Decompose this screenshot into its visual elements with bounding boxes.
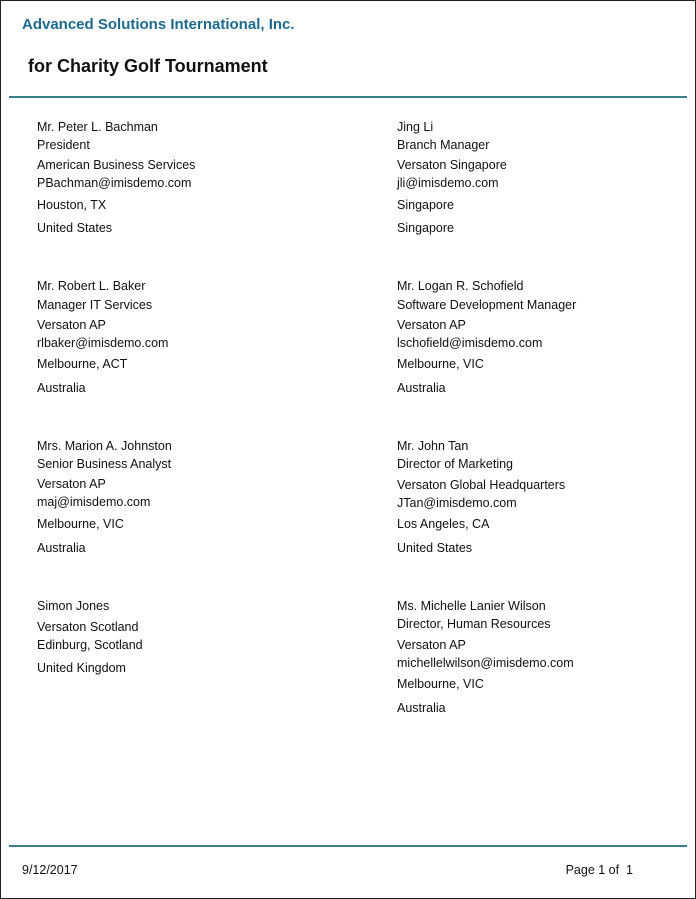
contact-email: maj@imisdemo.com: [37, 495, 151, 509]
contact-company: Versaton Scotland: [37, 620, 139, 634]
contact-name: Mr. Peter L. Bachman: [37, 120, 158, 134]
contact-title: Director of Marketing: [397, 457, 514, 471]
contact-title: President: [37, 138, 90, 152]
page-number: Page 1 of 1: [565, 863, 633, 877]
contact-city: Los Angeles, CA: [397, 517, 490, 531]
contact-email: rlbaker@imisdemo.com: [37, 336, 169, 350]
contact-title: Director, Human Resources: [397, 617, 551, 631]
contact-name: Mr. Logan R. Schofield: [397, 279, 524, 293]
contact-country: Australia: [37, 381, 86, 395]
contact-name: Mr. John Tan: [397, 439, 469, 453]
contact-title: Senior Business Analyst: [37, 457, 172, 471]
contact-country: United States: [397, 541, 473, 555]
contact-city: Melbourne, VIC: [37, 517, 124, 531]
contact-company: Versaton Singapore: [397, 158, 507, 172]
contact-email: JTan@imisdemo.com: [397, 496, 517, 510]
contact-company: Versaton AP: [37, 477, 106, 491]
contact-company: Versaton AP: [397, 318, 466, 332]
contact-country: Singapore: [397, 221, 454, 235]
contact-company: Versaton AP: [37, 318, 106, 332]
organization-name: Advanced Solutions International, Inc.: [22, 16, 295, 33]
contact-country: United States: [37, 221, 113, 235]
contact-company: Versaton AP: [397, 638, 466, 652]
contact-country: Australia: [397, 381, 446, 395]
contact-city: Edinburg, Scotland: [37, 638, 143, 652]
contact-company: Versaton Global Headquarters: [397, 478, 566, 492]
contact-title: Software Development Manager: [397, 298, 577, 312]
contact-city: Melbourne, ACT: [37, 357, 128, 371]
contact-country: United Kingdom: [37, 661, 126, 675]
report-date: 9/12/2017: [22, 863, 78, 877]
contact-title: Branch Manager: [397, 138, 490, 152]
contact-title: Manager IT Services: [37, 298, 153, 312]
contact-name: Simon Jones: [37, 599, 110, 613]
contact-email: lschofield@imisdemo.com: [397, 336, 543, 350]
contact-name: Ms. Michelle Lanier Wilson: [397, 599, 546, 613]
contact-email: jli@imisdemo.com: [397, 176, 499, 190]
footer-divider: [9, 845, 687, 847]
contact-city: Houston, TX: [37, 198, 107, 212]
contact-country: Australia: [37, 541, 86, 555]
contact-city: Melbourne, VIC: [397, 357, 484, 371]
contact-city: Melbourne, VIC: [397, 677, 484, 691]
report-title: for Charity Golf Tournament: [28, 56, 268, 76]
contact-country: Australia: [397, 701, 446, 715]
contact-email: michellelwilson@imisdemo.com: [397, 656, 574, 670]
contact-email: PBachman@imisdemo.com: [37, 176, 192, 190]
contact-name: Mr. Robert L. Baker: [37, 279, 146, 293]
header-divider: [9, 96, 687, 98]
contact-name: Jing Li: [397, 120, 434, 134]
contact-city: Singapore: [397, 198, 454, 212]
contact-company: American Business Services: [37, 158, 196, 172]
contact-name: Mrs. Marion A. Johnston: [37, 439, 172, 453]
